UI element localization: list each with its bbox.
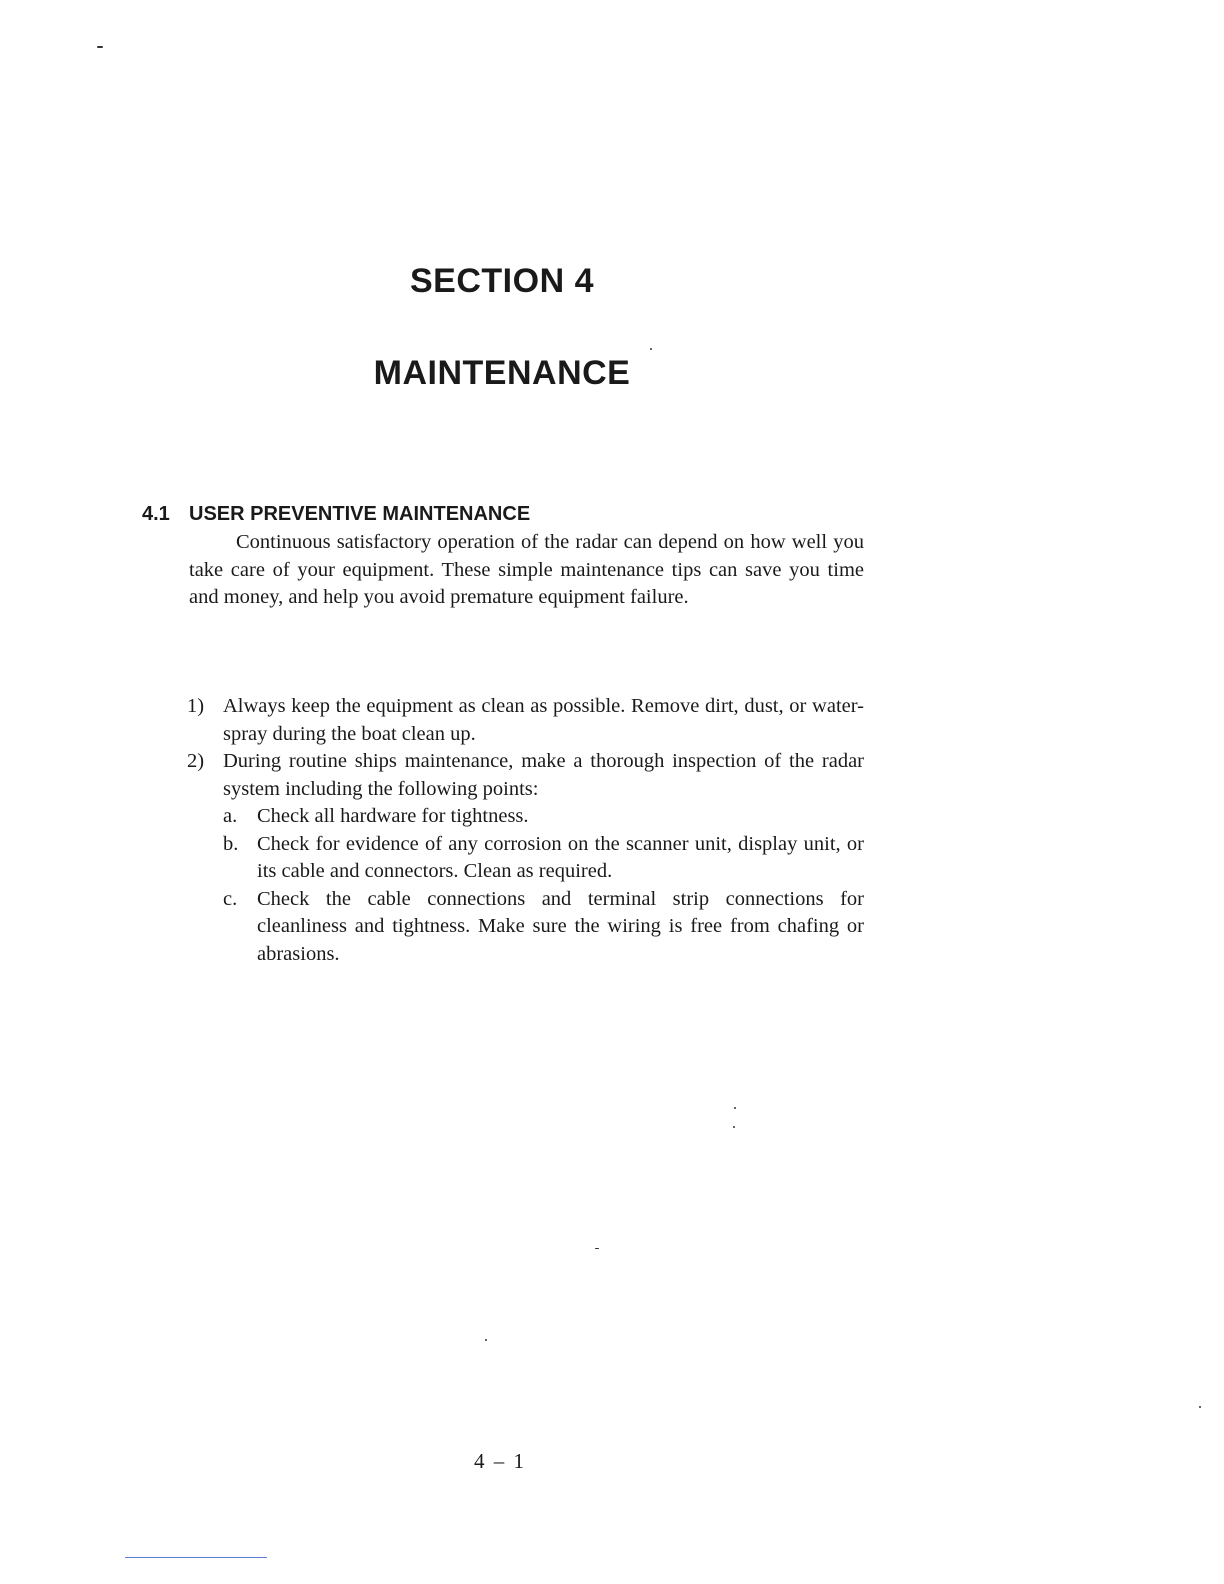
- scan-speck: [1199, 1406, 1201, 1408]
- sublist-item-text: Check for evidence of any corrosion on the scanner unit, display unit, or its cable and connectors. Clean as required.: [257, 832, 864, 882]
- sublist-item: [223, 886, 864, 969]
- scan-speck: [734, 1107, 736, 1109]
- scan-speck: [733, 1126, 735, 1128]
- sublist-item-marker: c.: [223, 887, 238, 910]
- maintenance-list: [187, 693, 864, 968]
- inspection-sublist: [223, 803, 864, 968]
- intro-paragraph: Continuous satisfactory operation of the radar can depend on how well you take care of your equipment. These simple maintenance tips can save you time and money, and help you avoid premature equipment failure.: [189, 531, 864, 608]
- sublist-item-marker: b.: [223, 832, 239, 855]
- footer-rule: [125, 1557, 267, 1558]
- sublist-item-marker: a.: [223, 805, 238, 827]
- sublist-item: [223, 831, 864, 886]
- section-title: MAINTENANCE: [373, 354, 631, 392]
- section-number: SECTION 4: [410, 262, 594, 300]
- page-number: 4 – 1: [474, 1449, 526, 1473]
- subsection-number: 4.1: [142, 503, 170, 525]
- list-item: [187, 693, 864, 748]
- list-item-text: Always keep the equipment as clean as possible. Remove dirt, dust, or water-spray during the boat clean up.: [223, 695, 864, 745]
- subsection-heading: [142, 503, 530, 526]
- list-item-text: During routine ships maintenance, make a thorough inspection of the radar system including the following points:: [223, 750, 864, 800]
- scan-speck: [485, 1339, 487, 1341]
- list-item: [187, 748, 864, 968]
- list-item-marker: 1): [187, 695, 205, 717]
- subsection-title: USER PREVENTIVE MAINTENANCE: [189, 503, 531, 525]
- list-item-marker: 2): [187, 750, 205, 772]
- scan-speck: [97, 46, 103, 48]
- scan-speck: [595, 1248, 599, 1249]
- scan-speck: [650, 348, 652, 350]
- sublist-item-text: Check all hardware for tightness.: [257, 805, 529, 827]
- sublist-item: [223, 803, 864, 831]
- sublist-item-text: Check the cable connections and terminal strip connections for cleanliness and tightness. Make sure the wiring is free from chafing or abrasions.: [257, 887, 864, 965]
